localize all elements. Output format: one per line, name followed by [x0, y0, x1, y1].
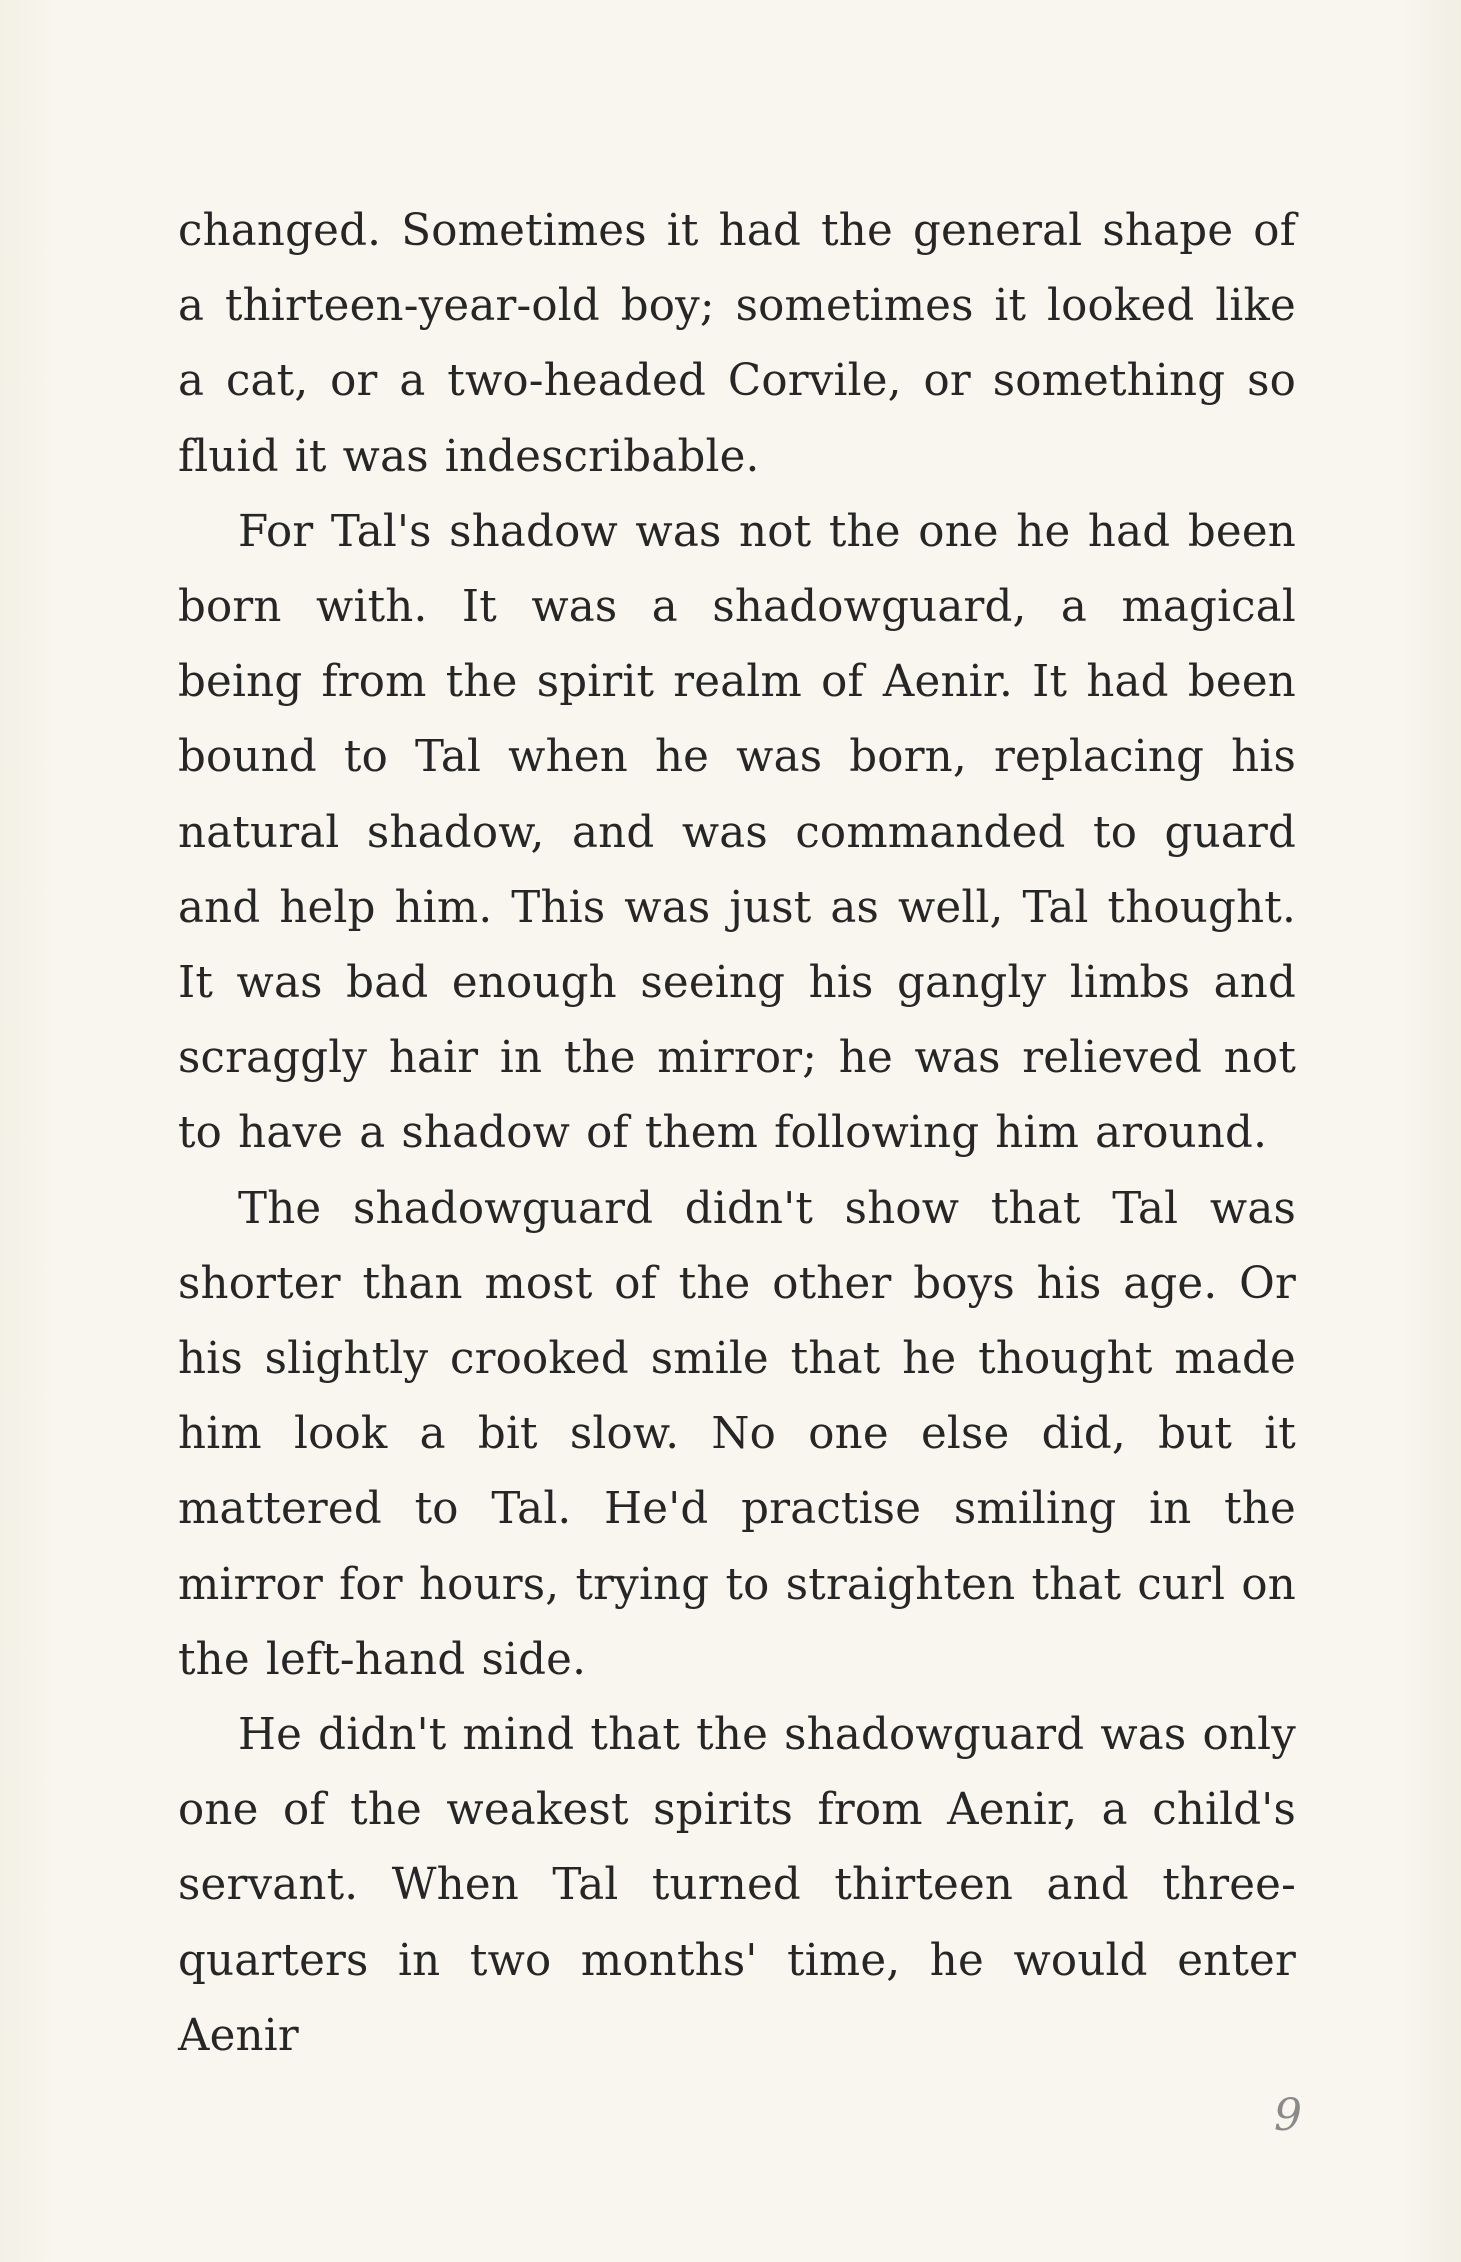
paragraph-2: For Tal's shadow was not the one he had been born with. It was a shadowguard, a magical being from the spirit realm of Aenir. It had been bound to Tal when he was born, replacing his natural shadow, and was commanded to guard and help him. This was just as well, Tal thought. It was bad enough seeing his gangly limbs and scraggly hair in the mirror; he was relieved not to have a shadow of them following him around. [178, 506, 1296, 1159]
paragraph-1: changed. Sometimes it had the general shape of a thirteen-year-old boy; sometimes it looked like a cat, or a two-headed Corvile, or something so fluid it was indescribable. [178, 206, 1296, 482]
page-number: 9 [1274, 2090, 1302, 2141]
body-text [178, 194, 1296, 2074]
paragraph-3: The shadowguard didn't show that Tal was shorter than most of the other boys his age. Or his slightly crooked smile that he thought made him look a bit slow. No one else did, but it mattered to Tal. He'd practise smiling in the mirror for hours, trying to straighten that curl on the left-hand side. [178, 1183, 1296, 1685]
paragraph-4: He didn't mind that the shadowguard was only one of the weakest spirits from Aenir, a child's servant. When Tal turned thirteen and three-quarters in two months' time, he would enter Aenir [178, 1710, 1296, 2061]
